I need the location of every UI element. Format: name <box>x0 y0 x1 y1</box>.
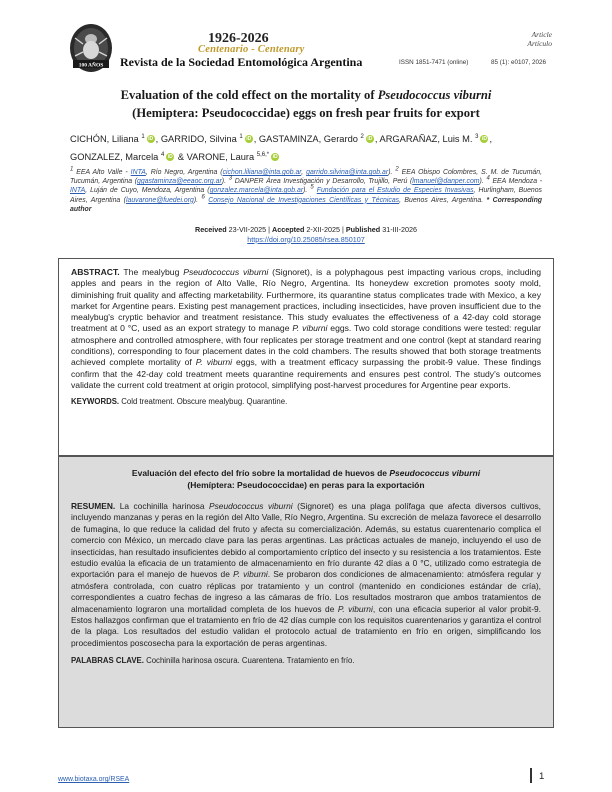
species-name: P. viburni <box>292 323 328 334</box>
aff-text: ). <box>221 178 229 186</box>
aff-text: EEA Obispo Colombres, S. M. de Tucumán, Tucumán, Argentina ( <box>70 169 543 186</box>
dates-sep: | <box>339 225 346 234</box>
journal-name: Revista de la Sociedad Entomológica Argentina <box>120 55 363 69</box>
resumen-label: RESUMEN. <box>71 501 116 511</box>
author-name: GONZALEZ, Marcela <box>70 152 159 162</box>
author-name: CICHÓN, Liliana <box>70 134 139 144</box>
aff-text: , Luján de Cuyo, Mendoza, Argentina ( <box>85 187 210 195</box>
inta-link[interactable]: INTA <box>70 187 86 195</box>
aff-text: ). <box>303 187 311 195</box>
published-date: 31-III-2026 <box>382 225 417 234</box>
orcid-icon[interactable]: iD <box>246 135 252 142</box>
species-name: P. viburni <box>337 603 373 614</box>
keywords <box>71 397 541 406</box>
palabras-clave <box>71 656 541 665</box>
species-name: P. viburni <box>233 569 268 580</box>
aff-text: EEA Alto Valle - <box>73 169 131 176</box>
footer-url-link[interactable]: www.biotaxa.org/RSEA <box>58 776 130 783</box>
author-aff: 1 <box>141 133 145 140</box>
journal-issn: ISSN 1851-7471 (online) <box>399 59 469 66</box>
paper-title <box>70 86 542 122</box>
resumen-part: . Se probaron dos condiciones de almacenamiento: atmósfera regular y atmósfera controlada, con cuatro réplicas por tratamiento y un control (mantenido en condiciones estándar de cría), correspondientes a cuatro fechas de ingreso a las cámaras de frío. Los resultados mostraron que ambos tratamientos de almacenamiento lograron una mortalidad completa de los huevos de <box>71 569 541 614</box>
resumen-part: (Signoret) es una plaga polífaga que afecta diversos cultivos, incluyendo manzanas y peras en la región del Alto Valle, Río Negro, Argentina. Su excreción de melaza favorece el desarrollo de fumagina, lo que reduce la calidad del fruto y afecta su comercialización. Además, su estatus cuarentenario complica el comercio con México, un mercado clave para las peras argentinas. Las prácticas actuales de manejo, incluyendo el uso de insecticidas, han resultado insuficientes debido al comportamiento críptico del insecto y su resistencia a los tratamientos. Este estudio evalúa la eficacia de un tratamiento de almacenamiento en frío durante 42 días a 0 °C, utilizado como estrategia de exportación para el manejo de huevos de <box>71 501 542 580</box>
resumen-title-line1: Evaluación del efecto del frío sobre la mortalidad de huevos de <box>131 468 390 478</box>
abstract-part: (Signoret), is a polyphagous pest impacting various crops, including apples and pears in the region of Alto Valle, Río Negro, Argentina. Its honeydew excretion promotes sooty mold, diminishing fruit quality and affecting marketability. Furthermore, its quarantine status complicates trade with Mexico, a key market for Argentine pears. Existing pest management practices, including insecticides, have proven insufficient due to the mealybug's cryptic behavior and treatment resistance. This study evaluates the effectiveness of a 42-day cold storage treatment at 0 °C, used as an export strategy to manage <box>71 267 541 334</box>
journal-volume: 85 (1): e0107, 2026 <box>491 59 546 66</box>
journal-header <box>68 22 552 78</box>
species-name: Pseudococcus viburni <box>183 267 269 277</box>
orcid-icon[interactable]: iD <box>481 135 487 142</box>
fuedei-link[interactable]: Fundación para el Estudio de Especies Invasivas <box>316 187 474 195</box>
footer-divider <box>530 768 532 783</box>
author-list <box>70 130 542 166</box>
article-type-es: Artículo <box>527 39 552 48</box>
orcid-icon[interactable]: iD <box>167 153 173 160</box>
resumen-title-line2: (Hemíptera: Pseudococcidae) en peras para la exportación <box>187 480 425 490</box>
author-aff: 3 <box>475 133 479 140</box>
species-name: P. viburni <box>195 357 233 368</box>
received-label: Received <box>195 225 227 234</box>
conicet-link[interactable]: Consejo Nacional de Investigaciones Científicas y Técnicas <box>208 196 400 204</box>
abstract-text <box>71 267 541 391</box>
accepted-label: Accepted <box>272 225 305 234</box>
author-aff: 1 <box>239 133 243 140</box>
palabras-clave-text: Cochinilla harinosa oscura. Cuarentena. Tratamiento en frío. <box>143 656 355 666</box>
article-type-en: Article <box>531 30 552 39</box>
aff-text: , Buenos Aires, Argentina. <box>399 196 487 204</box>
orcid-icon[interactable]: iD <box>148 135 154 142</box>
species-name: Pseudococcus viburni <box>389 468 481 478</box>
aff-text: , Hurlingham, Buenos Aires, Argentina ( <box>70 187 543 204</box>
publication-dates <box>70 225 542 244</box>
author-aff: 2 <box>360 133 364 140</box>
title-line2: (Hemiptera: Pseudococcidae) eggs on fresh pear fruits for export <box>132 106 480 120</box>
doi-link[interactable]: https://doi.org/10.25085/rsea.850107 <box>247 234 365 244</box>
email-link[interactable]: lmanuel@danper.com <box>412 178 480 186</box>
author-sep: & <box>175 152 187 162</box>
abstract-part: eggs. Two cold storage conditions were tested: regular atmosphere and controlled atmosphere, with four replicates per storage treatment and one control (kept at standard rearing conditions), corresponding to four placement dates in the cold chambers. The results showed that both storage treatments achieved complete mortality of <box>71 323 541 368</box>
email-link[interactable]: ggastaminza@eeaoc.org.ar <box>137 178 222 186</box>
species-name: Pseudococcus viburni <box>209 501 293 511</box>
inta-link[interactable]: INTA <box>130 169 146 176</box>
author-sep: , <box>155 134 161 144</box>
resumen-title <box>71 467 541 491</box>
abstract-part: eggs, with a treatment efficacy surpassing the probit-9 value. These findings confirm that the 42-day cold treatment meets quarantine requirements and ensures pest control. The study's outcomes validate the current cold treatment at origin protocol, simplifying post-harvest procedures for Argentine pear exports. <box>71 357 541 390</box>
email-link[interactable]: lauvarone@fuedei.org <box>125 196 194 204</box>
author-name: VARONE, Laura <box>186 152 255 162</box>
author-name: GARRIDO, Silvina <box>160 134 237 144</box>
author-name: ARGARAÑAZ, Luis M. <box>379 134 473 144</box>
centenary-years: 1926-2026 <box>208 31 269 46</box>
aff-text: ). <box>193 196 202 204</box>
keywords-label: KEYWORDS. <box>71 397 120 407</box>
email-link[interactable]: gonzalez.marcela@inta.gob.ar <box>209 187 304 195</box>
affiliations: $^1$ EEA Alto Valle - INTA, Río Negro, Argentina (cichon.liliana@inta.gob.ar, garrido.silvina@inta.gob.ar). $^2$ EEA Obispo Colombres, S. M. de Tucumán, Tucumán, Argentina (ggastaminza@eeaoc.org.ar). $^3$ DANPER Área Investigación y Desarrollo, Trujillo, Perú (lmanuel@danper.com). $^4$ EEA Mendoza - INTA, Luján de Cuyo, Mendoza, Argentina (gonzalez.marcela@inta.gob.ar). $^5$ Fundación para el Estudio de Especies Invasivas, Hurlingham, Buenos Aires, Argentina (lauvarone@fuedei.org). $^6$ Consejo Nacional de Investigaciones Científicas y Técnicas, Buenos Aires, Argentina. * Corresponding author <box>70 166 543 213</box>
aff-text: EEA Mendoza - <box>489 178 542 186</box>
email-link[interactable]: cichon.liliana@inta.gob.ar <box>222 169 302 176</box>
resumen-text <box>71 501 541 649</box>
resumen-box <box>58 456 554 728</box>
title-line1: Evaluation of the cold effect on the mortality of <box>120 88 378 102</box>
author-name: GASTAMINZA, Gerardo <box>258 134 358 144</box>
author-aff: 5,6,* <box>256 151 270 158</box>
corresponding-note: * Corresponding author <box>70 196 542 213</box>
aff-text: , <box>301 169 307 176</box>
centenary-label: Centenario - Centenary <box>198 44 305 55</box>
abstract-box <box>58 258 554 456</box>
dates-sep: | <box>266 225 273 234</box>
author-aff: 4 <box>160 151 165 158</box>
page-number: 1 <box>539 771 545 782</box>
article-type <box>527 30 552 48</box>
aff-text: ). <box>388 169 396 176</box>
aff-text: ). <box>479 178 487 186</box>
abstract-label: ABSTRACT. <box>71 267 120 277</box>
society-logo-icon <box>68 22 114 74</box>
abstract-part: The mealybug <box>119 267 184 277</box>
email-link[interactable]: garrido.silvina@inta.gob.ar <box>306 169 389 176</box>
logo-text: 100 AÑOS <box>78 62 104 69</box>
author-sep: , <box>253 134 259 144</box>
orcid-icon[interactable]: iD <box>272 153 278 160</box>
accepted-date: 2-XII-2025 <box>306 225 340 234</box>
resumen-part: , con una eficacia superior al valor probit-9. Estos hallazgos confirman que el tratamiento en frío de 42 días cumple con los requisitos cuarentenarios y garantiza el control de la plaga. Los resultados del estudio validan el protocolo actual de tratamiento en frío en origen, simplificando los procedimientos poscosecha para la exportación de peras argentinas. <box>71 603 541 648</box>
resumen-part: La cochinilla harinosa <box>115 501 210 511</box>
aff-text: , Río Negro, Argentina ( <box>145 169 223 176</box>
palabras-clave-label: PALABRAS CLAVE. <box>71 656 144 666</box>
title-species: Pseudococcus viburni <box>377 88 492 102</box>
aff-text: DANPER Área Investigación y Desarrollo, Trujillo, Perú ( <box>232 178 413 186</box>
keywords-text: Cold treatment. Obscure mealybug. Quarantine. <box>119 397 288 407</box>
received-date: 23-VII-2025 <box>228 225 267 234</box>
published-label: Published <box>345 225 381 234</box>
orcid-icon[interactable]: iD <box>367 135 373 142</box>
author-sep: , <box>374 134 380 144</box>
author-sep: , <box>489 134 493 144</box>
